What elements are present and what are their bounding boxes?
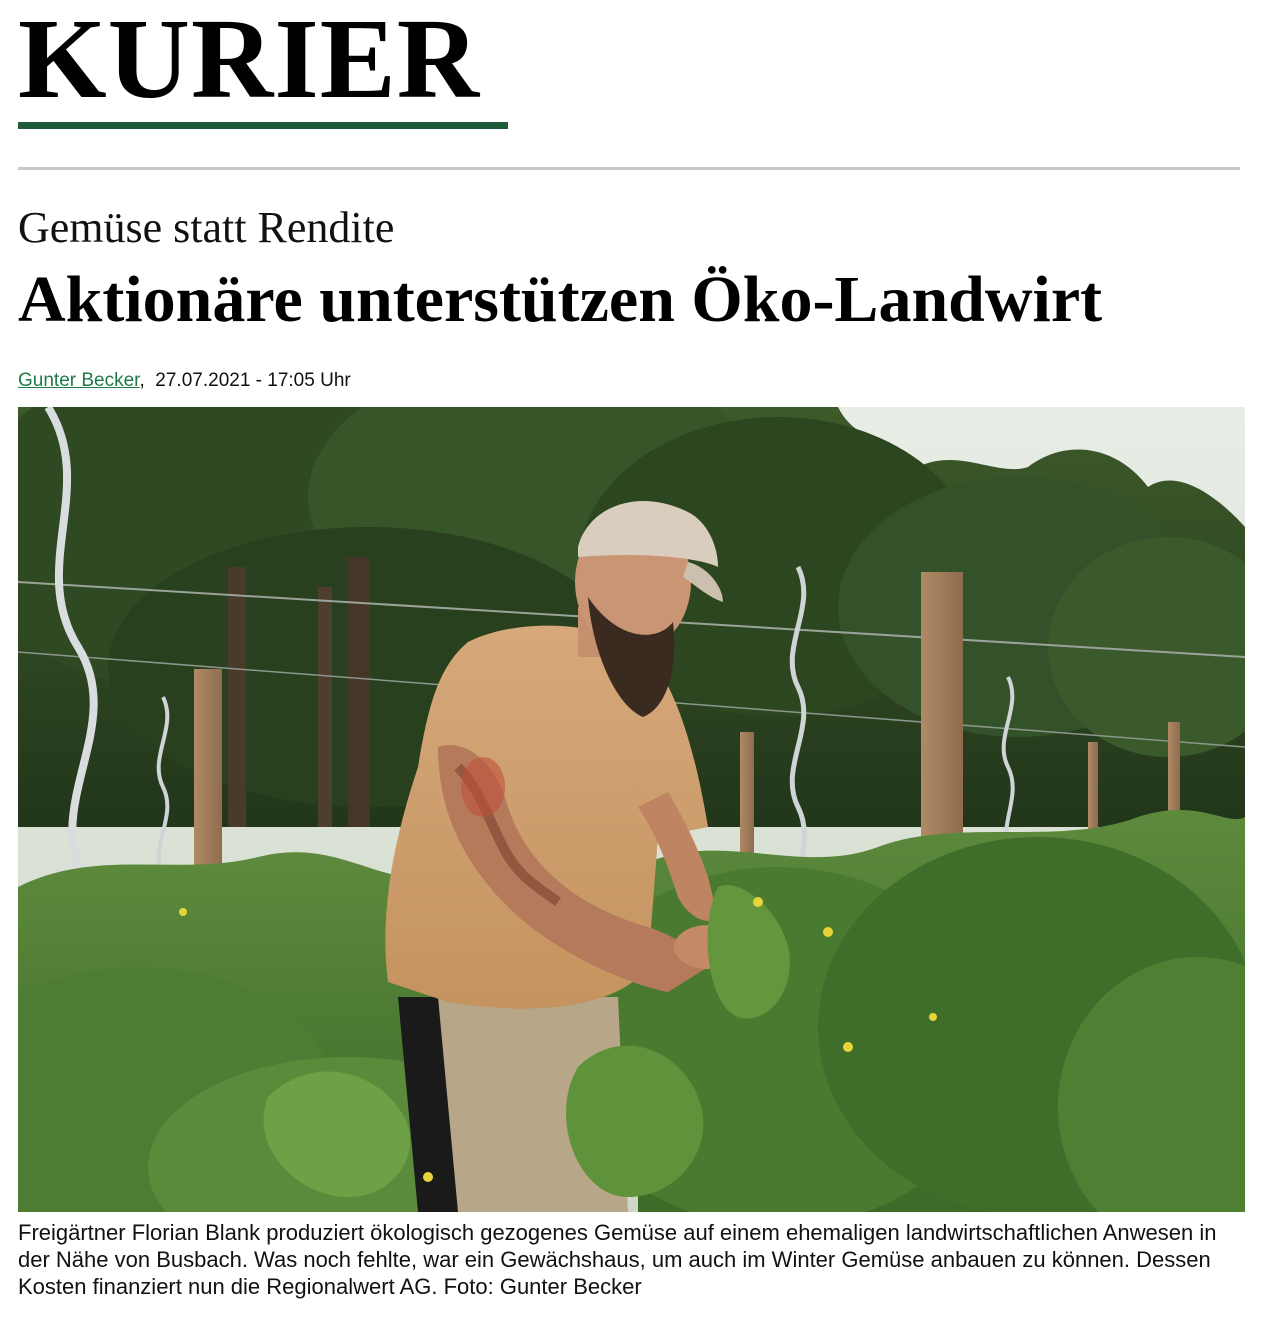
- kurier-logo[interactable]: KURIER: [18, 0, 481, 122]
- article-headline: Aktionäre unterstützen Öko-Landwirt: [18, 263, 1103, 336]
- article-timestamp: 27.07.2021 - 17:05 Uhr: [155, 370, 351, 391]
- photo-caption: Freigärtner Florian Blank produziert ökologisch gezogenes Gemüse auf einem ehemaligen landwirtschaftlichen Anwesen in der Nähe von Busbach. Was noch fehlte, war ein Gewächshaus, um auch im Winter Gemüse anbauen zu können. Dessen Kosten finanziert nun die Regionalwert AG. Foto: Gunter Becker: [18, 1220, 1217, 1299]
- logo-underline: [18, 122, 508, 129]
- photo-gardener-tomatoes-icon: [18, 407, 1245, 1212]
- header-divider: [18, 167, 1240, 170]
- author-link[interactable]: Gunter Becker: [18, 370, 140, 391]
- byline-separator: ,: [139, 370, 145, 391]
- article-photo: [18, 407, 1245, 1212]
- article-byline: [18, 368, 351, 394]
- article-kicker: Gemüse statt Rendite: [18, 203, 395, 252]
